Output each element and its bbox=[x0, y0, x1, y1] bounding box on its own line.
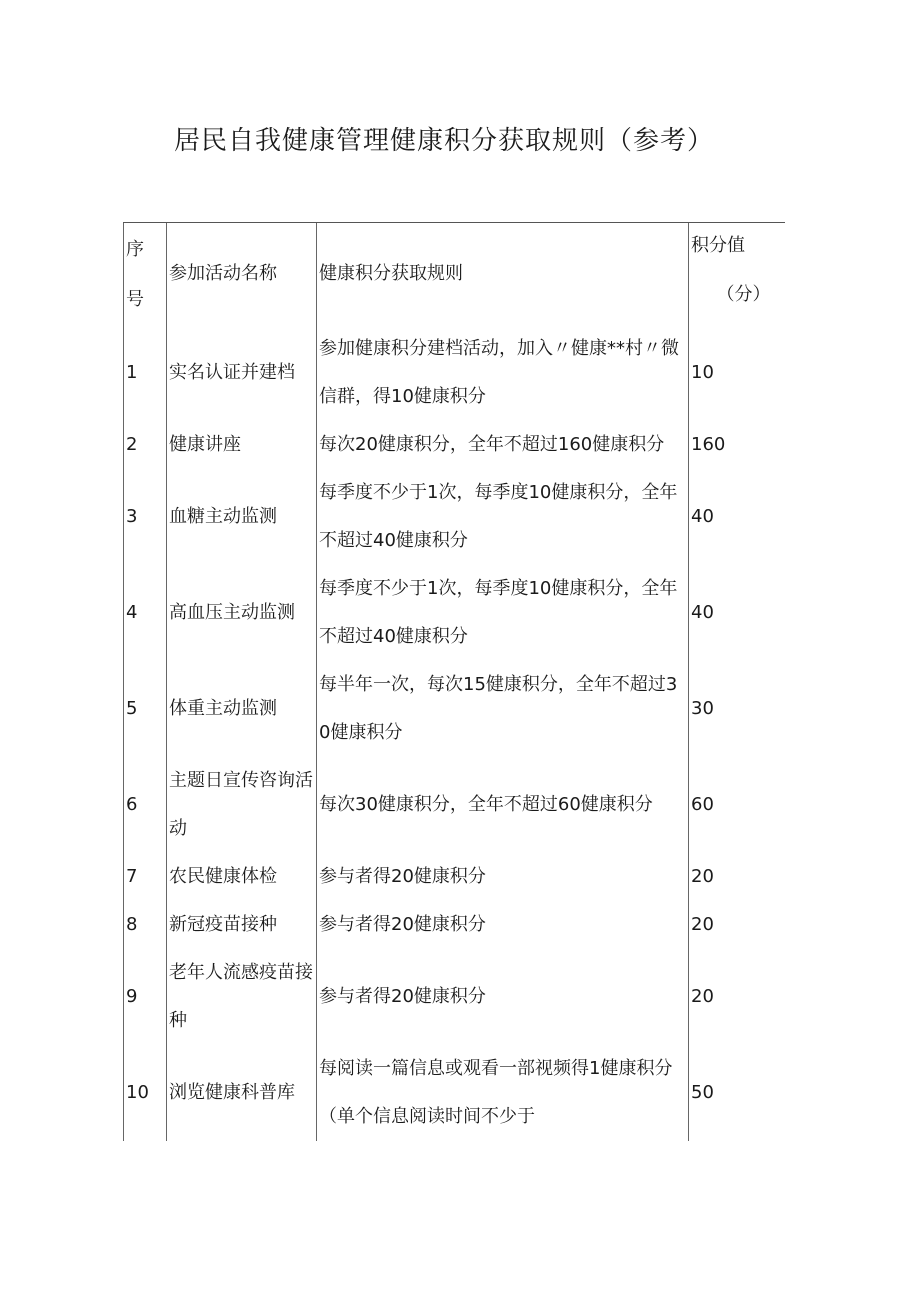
cell-activity-name: 农民健康体检 bbox=[167, 853, 317, 901]
cell-points-rule: 每阅读一篇信息或观看一部视频得1健康积分（单个信息阅读时间不少于 bbox=[317, 1045, 689, 1141]
cell-activity-name: 体重主动监测 bbox=[167, 661, 317, 757]
cell-seq: 6 bbox=[124, 757, 167, 853]
table-header-row bbox=[124, 223, 785, 326]
cell-points-value: 40 bbox=[689, 469, 785, 565]
header-points-rule: 健康积分获取规则 bbox=[317, 223, 689, 326]
cell-seq: 9 bbox=[124, 949, 167, 1045]
cell-points-value: 20 bbox=[689, 901, 785, 949]
table-row bbox=[124, 469, 785, 565]
table-row bbox=[124, 757, 785, 853]
table-row bbox=[124, 949, 785, 1045]
cell-seq: 7 bbox=[124, 853, 167, 901]
cell-activity-name: 主题日宣传咨询活动 bbox=[167, 757, 317, 853]
cell-activity-name: 浏览健康科普库 bbox=[167, 1045, 317, 1141]
cell-points-value: 40 bbox=[689, 565, 785, 661]
cell-points-value: 20 bbox=[689, 949, 785, 1045]
cell-points-value: 60 bbox=[689, 757, 785, 853]
cell-activity-name: 老年人流感疫苗接种 bbox=[167, 949, 317, 1045]
cell-points-rule: 参与者得20健康积分 bbox=[317, 949, 689, 1045]
cell-seq: 10 bbox=[124, 1045, 167, 1141]
cell-seq: 8 bbox=[124, 901, 167, 949]
cell-points-value: 160 bbox=[689, 421, 785, 469]
header-points-unit: （分） bbox=[716, 284, 771, 305]
cell-activity-name: 新冠疫苗接种 bbox=[167, 901, 317, 949]
cell-points-rule: 参与者得20健康积分 bbox=[317, 901, 689, 949]
points-rules-table bbox=[123, 222, 785, 1141]
cell-points-value: 30 bbox=[689, 661, 785, 757]
cell-points-rule: 每季度不少于1次，每季度10健康积分，全年不超过40健康积分 bbox=[317, 469, 689, 565]
cell-activity-name: 实名认证并建档 bbox=[167, 325, 317, 421]
cell-points-value: 50 bbox=[689, 1045, 785, 1141]
header-seq-label: 序号 bbox=[126, 239, 144, 310]
table-body bbox=[124, 325, 785, 1141]
header-activity-name: 参加活动名称 bbox=[167, 223, 317, 326]
cell-activity-name: 健康讲座 bbox=[167, 421, 317, 469]
cell-seq: 3 bbox=[124, 469, 167, 565]
header-seq bbox=[124, 223, 167, 326]
cell-seq: 1 bbox=[124, 325, 167, 421]
cell-points-rule: 每半年一次，每次15健康积分，全年不超过30健康积分 bbox=[317, 661, 689, 757]
cell-activity-name: 血糖主动监测 bbox=[167, 469, 317, 565]
header-points-label: 积分值 bbox=[691, 235, 745, 256]
table-row bbox=[124, 1045, 785, 1141]
table-row bbox=[124, 565, 785, 661]
cell-points-rule: 每次30健康积分，全年不超过60健康积分 bbox=[317, 757, 689, 853]
header-points-value bbox=[689, 223, 785, 326]
page-title: 居民自我健康管理健康积分获取规则（参考） bbox=[173, 126, 714, 156]
cell-seq: 5 bbox=[124, 661, 167, 757]
table-row bbox=[124, 661, 785, 757]
cell-points-rule: 每次20健康积分，全年不超过160健康积分 bbox=[317, 421, 689, 469]
table-row bbox=[124, 901, 785, 949]
cell-points-value: 10 bbox=[689, 325, 785, 421]
cell-activity-name: 高血压主动监测 bbox=[167, 565, 317, 661]
table-row bbox=[124, 325, 785, 421]
cell-seq: 4 bbox=[124, 565, 167, 661]
table-row bbox=[124, 853, 785, 901]
cell-points-rule: 参加健康积分建档活动，加入〃健康**村〃微信群，得10健康积分 bbox=[317, 325, 689, 421]
cell-points-rule: 参与者得20健康积分 bbox=[317, 853, 689, 901]
table-row bbox=[124, 421, 785, 469]
cell-points-rule: 每季度不少于1次，每季度10健康积分，全年不超过40健康积分 bbox=[317, 565, 689, 661]
cell-points-value: 20 bbox=[689, 853, 785, 901]
cell-seq: 2 bbox=[124, 421, 167, 469]
